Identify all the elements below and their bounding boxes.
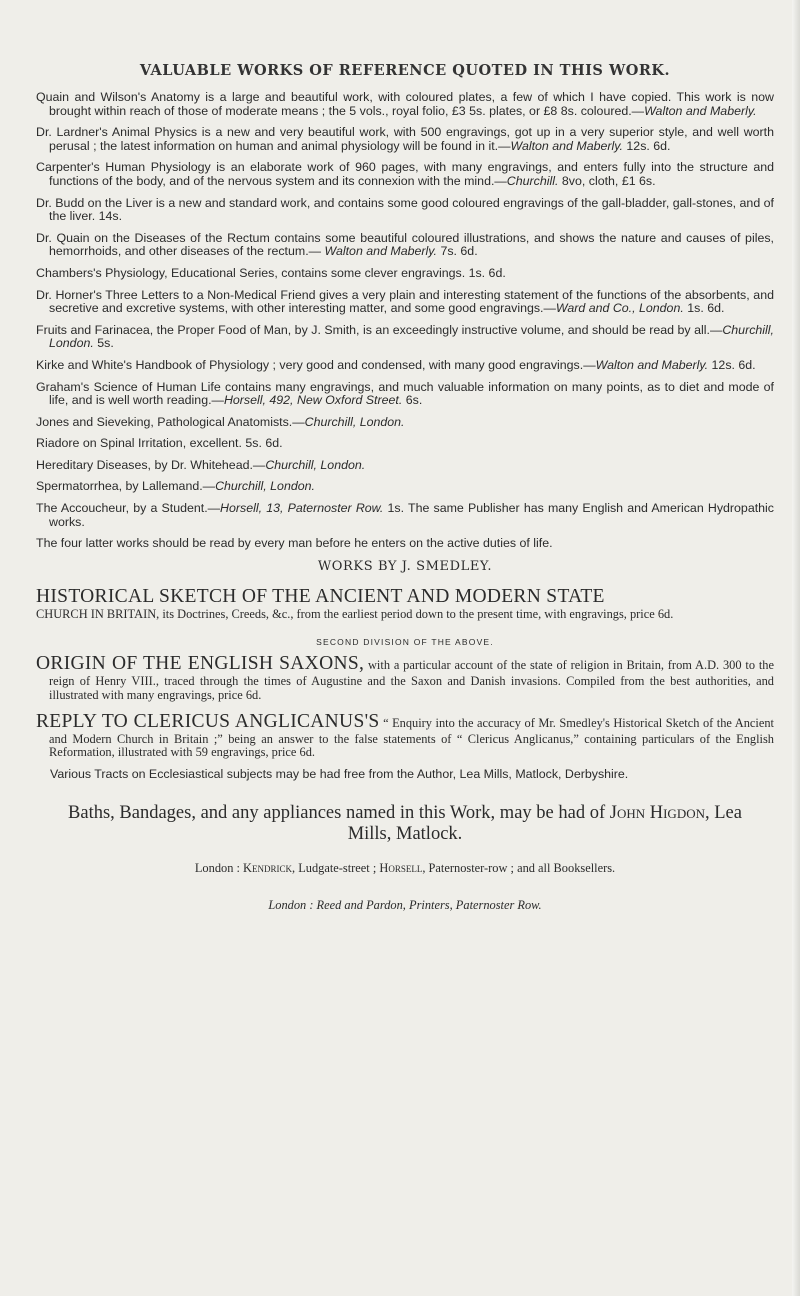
reference-entry (36, 459, 774, 473)
historical-sketch-entry (36, 586, 774, 622)
baths-address: , Lea Mills, Matlock. (347, 803, 742, 845)
supplier-name: John Higdon (609, 803, 705, 824)
entry-text: Dr. Lardner's Animal Physics is a new and very beautiful work, with 500 engravings, got up in a very superior style, and well worth perusal ; the latest information on human and animal physiology will be found in it.— (36, 125, 774, 153)
entry-publisher: Horsell, 492, New Oxford Street. (223, 393, 403, 408)
reference-entry (36, 232, 774, 259)
reply-title: REPLY TO CLERICUS ANGLICANUS'S (36, 710, 380, 732)
printers-imprint: London : Reed and Pardon, Printers, Paternoster Row. (268, 898, 542, 913)
reference-entry (36, 161, 774, 188)
tracts-note: Various Tracts on Ecclesiastical subjects may be had free from the Author, Lea Mills, Matlock, Derbyshire. (50, 766, 629, 781)
entry-text: Hereditary Diseases, by Dr. Whitehead.— (36, 457, 266, 472)
entry-publisher: Walton and Maberly. (324, 244, 437, 259)
reference-entry (36, 480, 774, 494)
entry-text: Kirke and White's Handbook of Physiology ; very good and condensed, with many good engravings.— (36, 357, 596, 372)
entry-text: Spermatorrhea, by Lallemand.— (36, 479, 216, 494)
entry-publisher: Churchill, London. (49, 322, 774, 351)
booksellers-lead: London : (194, 861, 244, 876)
booksellers-mid: , Ludgate-street ; (292, 861, 380, 876)
reference-entry (36, 91, 774, 118)
entry-text: Dr. Budd on the Liver is a new and standard work, and contains some good coloured engravings of the gall-bladder, gall-stones, and of the liver. 14s. (36, 195, 774, 224)
origin-body: with a particular account of the state of religion in Britain, from A.D. 300 to the reign of Henry VIII., traced through the times of Augustine and the Saxon and Danish invasions. Compiled from the best authorities, and illustrated with many engravings, price 6d. (49, 658, 774, 703)
origin-entry (36, 653, 774, 702)
baths-notice (36, 803, 774, 845)
reference-entry (36, 359, 774, 373)
entry-text: Chambers's Physiology, Educational Series, contains some clever engravings. 1s. 6d. (36, 265, 506, 280)
entry-text: Jones and Sieveking, Pathological Anatomists.— (36, 414, 305, 429)
smedley-heading: WORKS BY J. SMEDLEY. (317, 558, 493, 574)
entry-text: Riadore on Spinal Irritation, excellent. 5s. 6d. (36, 436, 283, 451)
historical-sketch-body: CHURCH IN BRITAIN, its Doctrines, Creeds, &c., from the earliest period down to the present time, with engravings, price 6d. (36, 606, 674, 621)
entry-publisher: Churchill, London. (265, 457, 366, 472)
entry-publisher: Churchill, London. (215, 479, 315, 494)
entry-text: Dr. Horner's Three Letters to a Non-Medical Friend gives a very plain and interesting statement of the functions of the absorbents, and secretive and excretive systems, with other interesting matter, and some good engravings.— (36, 287, 774, 316)
entry-text: Dr. Quain on the Diseases of the Rectum contains some beautiful coloured illustrations, and shows the nature and causes of piles, hemorrhoids, and other diseases of the rectum.— (36, 230, 774, 259)
bookseller-horsell: Horsell (379, 861, 423, 876)
entry-text: The Accoucheur, by a Student.— (36, 501, 221, 516)
reference-entry (36, 324, 774, 351)
booksellers-line (36, 861, 774, 876)
historical-sketch-title: HISTORICAL SKETCH OF THE ANCIENT AND MODERN STATE (36, 585, 605, 607)
reference-entry (36, 126, 774, 153)
reference-entry (36, 267, 774, 281)
booksellers-end: , Paternoster-row ; and all Booksellers. (422, 861, 616, 876)
entry-publisher: Walton and Maberly. (595, 357, 709, 372)
entry-price: 8vo, cloth, £1 6s. (558, 173, 656, 188)
entry-price: 12s. 6d. (708, 357, 756, 372)
reply-body: “ Enquiry into the accuracy of Mr. Smedley's Historical Sketch of the Ancient and Modern Church in Britain ;” being an answer to the false statements of “ Clericus Anglicanus,” containing particulars of the English Reformation, illustrated with 59 engravings, price 6d. (49, 715, 774, 760)
entry-publisher: Walton and Maberly. (510, 138, 623, 153)
baths-text: Baths, Bandages, and any appliances named in this Work, may be had of (68, 803, 610, 824)
reference-entry (36, 197, 774, 224)
entry-price: 6s. (402, 393, 423, 408)
entry-price: 5s. (93, 336, 114, 351)
entry-text: Quain and Wilson's Anatomy is a large and beautiful work, with coloured plates, a few of which I have copied. This work is now brought within reach of those of moderate means ; the 5 vols., royal folio, £3 5s. plates, or £8 8s. coloured.— (36, 90, 774, 118)
reference-entry (36, 416, 774, 430)
origin-title: ORIGIN OF THE ENGLISH SAXONS, (36, 653, 365, 675)
entry-text: The four latter works should be read by every man before he enters on the active duties of life. (36, 536, 553, 551)
reference-entry (36, 502, 774, 529)
entry-price: 12s. 6d. (622, 138, 671, 153)
reference-entry (36, 289, 774, 316)
entry-publisher: Churchill. (506, 173, 559, 188)
entry-price: 7s. 6d. (437, 244, 478, 259)
page-edge-shadow (792, 0, 800, 1296)
entry-publisher: Walton and Maberly. (644, 103, 757, 118)
bookseller-kendrick: Kendrick (243, 861, 292, 876)
entry-publisher: Ward and Co., London. (555, 301, 684, 316)
entry-publisher: Horsell, 13, Paternoster Row. (220, 501, 384, 516)
entry-publisher: Churchill, London. (304, 414, 405, 429)
entry-text: Graham's Science of Human Life contains many engravings, and much valuable information on many points, as to diet and mode of life, and is well worth reading.— (36, 379, 774, 408)
entry-text: Carpenter's Human Physiology is an elaborate work of 960 pages, with many engravings, and enters fully into the structure and functions of the body, and of the nervous system and its connexion with the mind.— (36, 160, 774, 188)
reference-list (36, 91, 774, 551)
entry-price: 1s. 6d. (683, 301, 725, 316)
entry-text: Fruits and Farinacea, the Proper Food of Man, by J. Smith, is an exceedingly instructive volume, and should be read by all.— (36, 322, 723, 337)
reference-entry (36, 381, 774, 408)
reply-entry (36, 711, 774, 760)
reference-entry (36, 437, 774, 451)
entry-price: 1s. The same Publisher has many English and American Hydropathic works. (49, 501, 774, 529)
second-division-label: SECOND DIVISION OF THE ABOVE. (316, 637, 494, 648)
reference-entry (36, 537, 774, 551)
page-heading: VALUABLE WORKS OF REFERENCE QUOTED IN THIS WORK. (139, 62, 671, 79)
